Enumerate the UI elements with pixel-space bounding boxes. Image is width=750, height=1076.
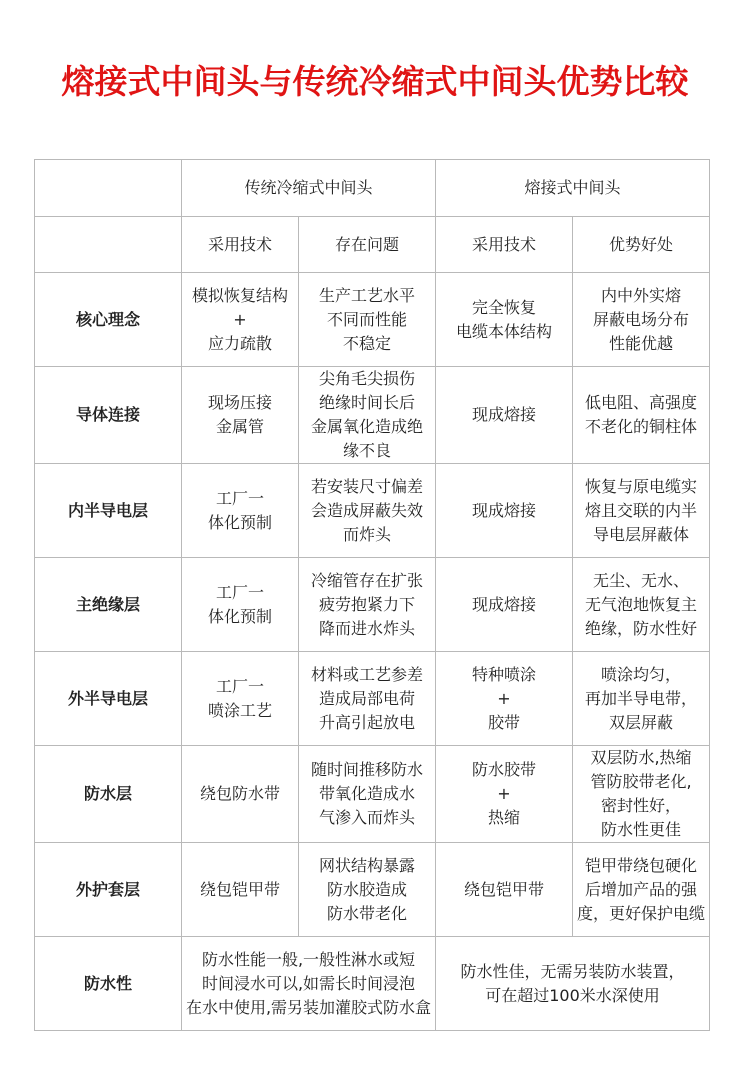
- row-label: 防水层: [35, 746, 182, 843]
- cell-traditional-technology: 工厂一 喷涂工艺: [182, 652, 299, 746]
- cell-fusion-waterproof: 防水性佳，无需另装防水装置， 可在超过100米水深使用: [436, 937, 710, 1031]
- cell-fusion-advantage: 无尘、无水、 无气泡地恢复主 绝缘，防水性好: [573, 558, 710, 652]
- cell-traditional-technology: 绕包防水带: [182, 746, 299, 843]
- row-label: 外半导电层: [35, 652, 182, 746]
- corner-cell-sub: [35, 217, 182, 273]
- group-header-fusion: 熔接式中间头: [436, 160, 710, 217]
- cell-fusion-advantage: 喷涂均匀， 再加半导电带， 双层屏蔽: [573, 652, 710, 746]
- table-row: [35, 746, 710, 843]
- row-label: 防水性: [35, 937, 182, 1031]
- cell-traditional-problem: 材料或工艺参差 造成局部电荷 升高引起放电: [299, 652, 436, 746]
- row-label: 核心理念: [35, 273, 182, 367]
- cell-fusion-advantage: 双层防水,热缩 管防胶带老化, 密封性好， 防水性更佳: [573, 746, 710, 843]
- subheader-technology-fusion: 采用技术: [436, 217, 573, 273]
- table-row-waterproof: [35, 937, 710, 1031]
- cell-fusion-technology: 特种喷涂 + 胶带: [436, 652, 573, 746]
- cell-traditional-problem: 冷缩管存在扩张 疲劳抱紧力下 降而进水炸头: [299, 558, 436, 652]
- cell-fusion-technology: 防水胶带 + 热缩: [436, 746, 573, 843]
- cell-traditional-technology: 现场压接 金属管: [182, 367, 299, 464]
- cell-traditional-problem: 若安装尺寸偏差 会造成屏蔽失效 而炸头: [299, 464, 436, 558]
- cell-traditional-technology: 模拟恢复结构 + 应力疏散: [182, 273, 299, 367]
- row-label: 主绝缘层: [35, 558, 182, 652]
- header-row-sub: [35, 217, 710, 273]
- cell-traditional-problem: 随时间推移防水 带氧化造成水 气渗入而炸头: [299, 746, 436, 843]
- page-title: 熔接式中间头与传统冷缩式中间头优势比较: [61, 62, 689, 101]
- comparison-table: [34, 159, 710, 1031]
- cell-traditional-technology: 绕包铠甲带: [182, 843, 299, 937]
- cell-fusion-advantage: 低电阻、高强度 不老化的铜柱体: [573, 367, 710, 464]
- header-row-groups: [35, 160, 710, 217]
- cell-fusion-technology: 现成熔接: [436, 367, 573, 464]
- table-row: [35, 367, 710, 464]
- row-label: 内半导电层: [35, 464, 182, 558]
- cell-traditional-problem: 网状结构暴露 防水胶造成 防水带老化: [299, 843, 436, 937]
- table-row: [35, 464, 710, 558]
- table-row: [35, 273, 710, 367]
- cell-traditional-technology: 工厂一 体化预制: [182, 558, 299, 652]
- table-row: [35, 558, 710, 652]
- table-row: [35, 843, 710, 937]
- row-label: 导体连接: [35, 367, 182, 464]
- cell-fusion-advantage: 恢复与原电缆实 熔且交联的内半 导电层屏蔽体: [573, 464, 710, 558]
- cell-traditional-technology: 工厂一 体化预制: [182, 464, 299, 558]
- table-row: [35, 652, 710, 746]
- cell-fusion-advantage: 内中外实熔 屏蔽电场分布 性能优越: [573, 273, 710, 367]
- corner-cell: [35, 160, 182, 217]
- cell-fusion-technology: 完全恢复 电缆本体结构: [436, 273, 573, 367]
- subheader-advantages: 优势好处: [573, 217, 710, 273]
- subheader-problems: 存在问题: [299, 217, 436, 273]
- cell-fusion-technology: 现成熔接: [436, 558, 573, 652]
- row-label: 外护套层: [35, 843, 182, 937]
- cell-traditional-problem: 尖角毛尖损伤 绝缘时间长后 金属氧化造成绝 缘不良: [299, 367, 436, 464]
- group-header-traditional: 传统冷缩式中间头: [182, 160, 436, 217]
- cell-fusion-advantage: 铠甲带绕包硬化 后增加产品的强 度，更好保护电缆: [573, 843, 710, 937]
- cell-fusion-technology: 绕包铠甲带: [436, 843, 573, 937]
- cell-traditional-waterproof: 防水性能一般,一般性淋水或短 时间浸水可以,如需长时间浸泡 在水中使用,需另装加灌胶式防水盒: [182, 937, 436, 1031]
- subheader-technology-traditional: 采用技术: [182, 217, 299, 273]
- cell-traditional-problem: 生产工艺水平 不同而性能 不稳定: [299, 273, 436, 367]
- cell-fusion-technology: 现成熔接: [436, 464, 573, 558]
